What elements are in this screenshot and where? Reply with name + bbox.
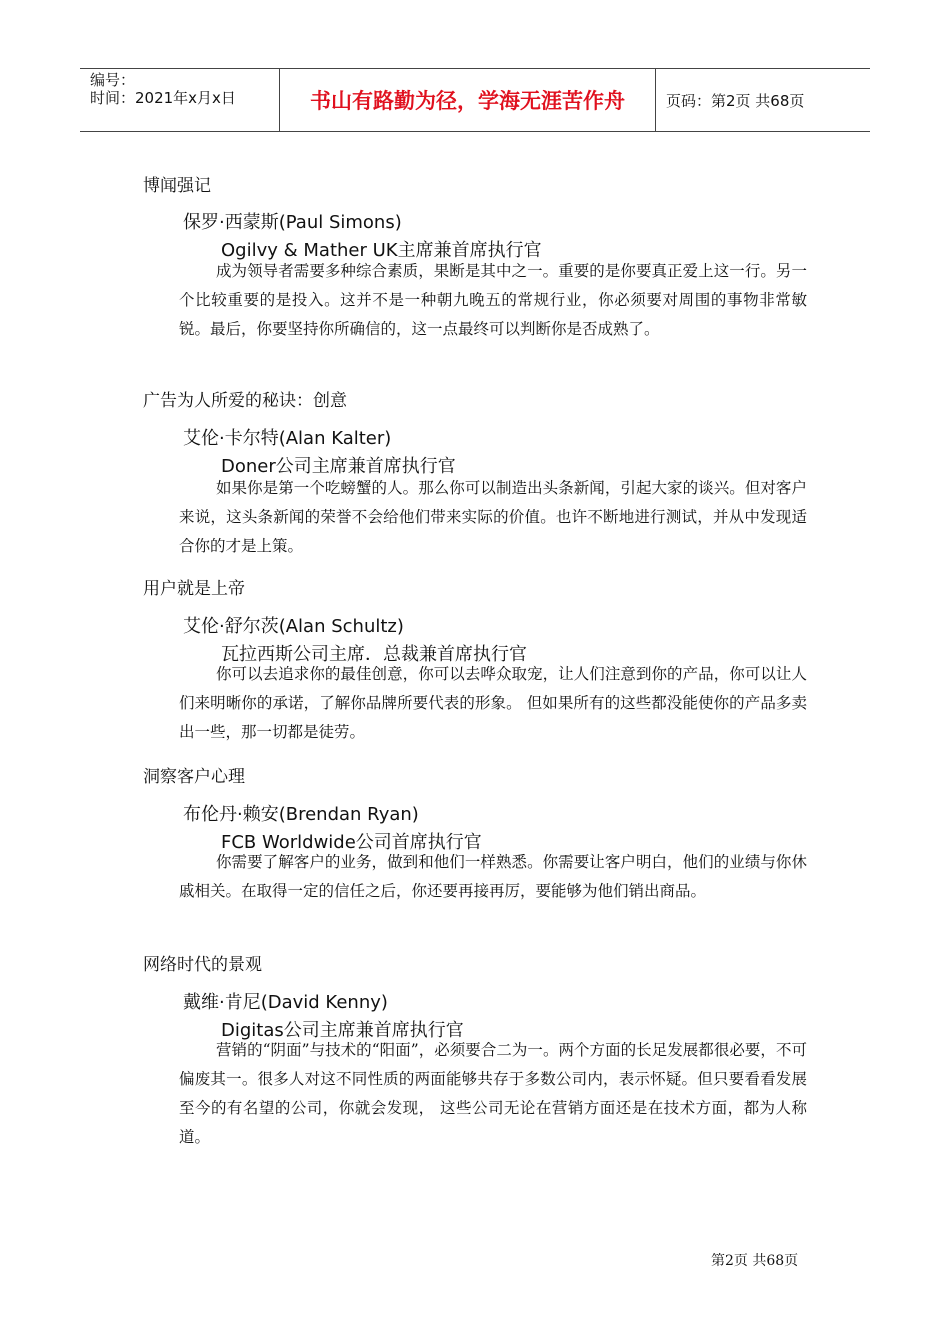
section-heading: 广告为人所爱的秘诀：创意 — [143, 391, 347, 411]
person-name: 戴维·肯尼(David Kenny) — [183, 992, 388, 1013]
page-header — [80, 68, 870, 132]
quote-paragraph: 你需要了解客户的业务，做到和他们一样熟悉。你需要让客户明白，他们的业绩与你休戚相关。在取得一定的信任之后，你还要再接再厉，要能够为他们销出商品。 — [179, 853, 807, 900]
person-role: Ogilvy & Mather UK主席兼首席执行官 — [221, 240, 542, 261]
person-name: 保罗·西蒙斯(Paul Simons) — [183, 212, 402, 233]
quote-paragraph: 如果你是第一个吃螃蟹的人。那么你可以制造出头条新闻，引起大家的谈兴。但对客户来说，这头条新闻的荣誉不会给他们带来实际的价值。也许不断地进行测试，并从中发现适合你的才是上策。 — [179, 479, 807, 555]
quote-paragraph: 你可以去追求你的最佳创意，你可以去哗众取宠，让人们注意到你的产品，你可以让人们来明晰你的承诺，了解你品牌所要代表的形象。 但如果所有的这些都没能使你的产品多卖出一些，那一切都是徒劳。 — [179, 665, 807, 741]
person-name: 艾伦·舒尔茨(Alan Schultz) — [183, 616, 404, 637]
person-role: FCB Worldwide公司首席执行官 — [221, 832, 482, 853]
page-footer: 第2页 共68页 — [711, 1253, 799, 1269]
header-motto: 书山有路勤为径，学海无涯苦作舟 — [280, 69, 656, 131]
section-heading: 用户就是上帝 — [143, 579, 245, 599]
section-heading: 网络时代的景观 — [143, 955, 262, 975]
person-role: 瓦拉西斯公司主席．总裁兼首席执行官 — [221, 644, 527, 665]
quote-paragraph: 成为领导者需要多种综合素质，果断是其中之一。重要的是你要真正爱上这一行。另一个比较重要的是投入。这并不是一种朝九晚五的常规行业，你必须要对周围的事物非常敏锐。最后，你要坚持你所确信的，这一点最终可以判断你是否成熟了。 — [179, 262, 807, 338]
document-date: 时间：2021年x月x日 — [90, 89, 236, 107]
quote-paragraph: 营销的“阴面”与技术的“阳面”，必须要合二为一。两个方面的长足发展都很必要，不可偏废其一。很多人对这不同性质的两面能够共存于多数公司内，表示怀疑。但只要看看发展至今的有名望的公司，你就会发现， 这些公司无论在营销方面还是在技术方面，都为人称道。 — [179, 1041, 807, 1146]
header-page-number: 页码：第2页 共68页 — [666, 91, 805, 110]
document-number-label: 编号： — [90, 71, 136, 89]
section-heading: 洞察客户心理 — [143, 767, 245, 787]
person-role: Doner公司主席兼首席执行官 — [221, 456, 456, 477]
person-role: Digitas公司主席兼首席执行官 — [221, 1020, 464, 1041]
header-meta — [80, 69, 280, 131]
person-name: 艾伦·卡尔特(Alan Kalter) — [183, 428, 392, 449]
section-heading: 博闻强记 — [143, 176, 211, 196]
person-name: 布伦丹·赖安(Brendan Ryan) — [183, 804, 419, 825]
